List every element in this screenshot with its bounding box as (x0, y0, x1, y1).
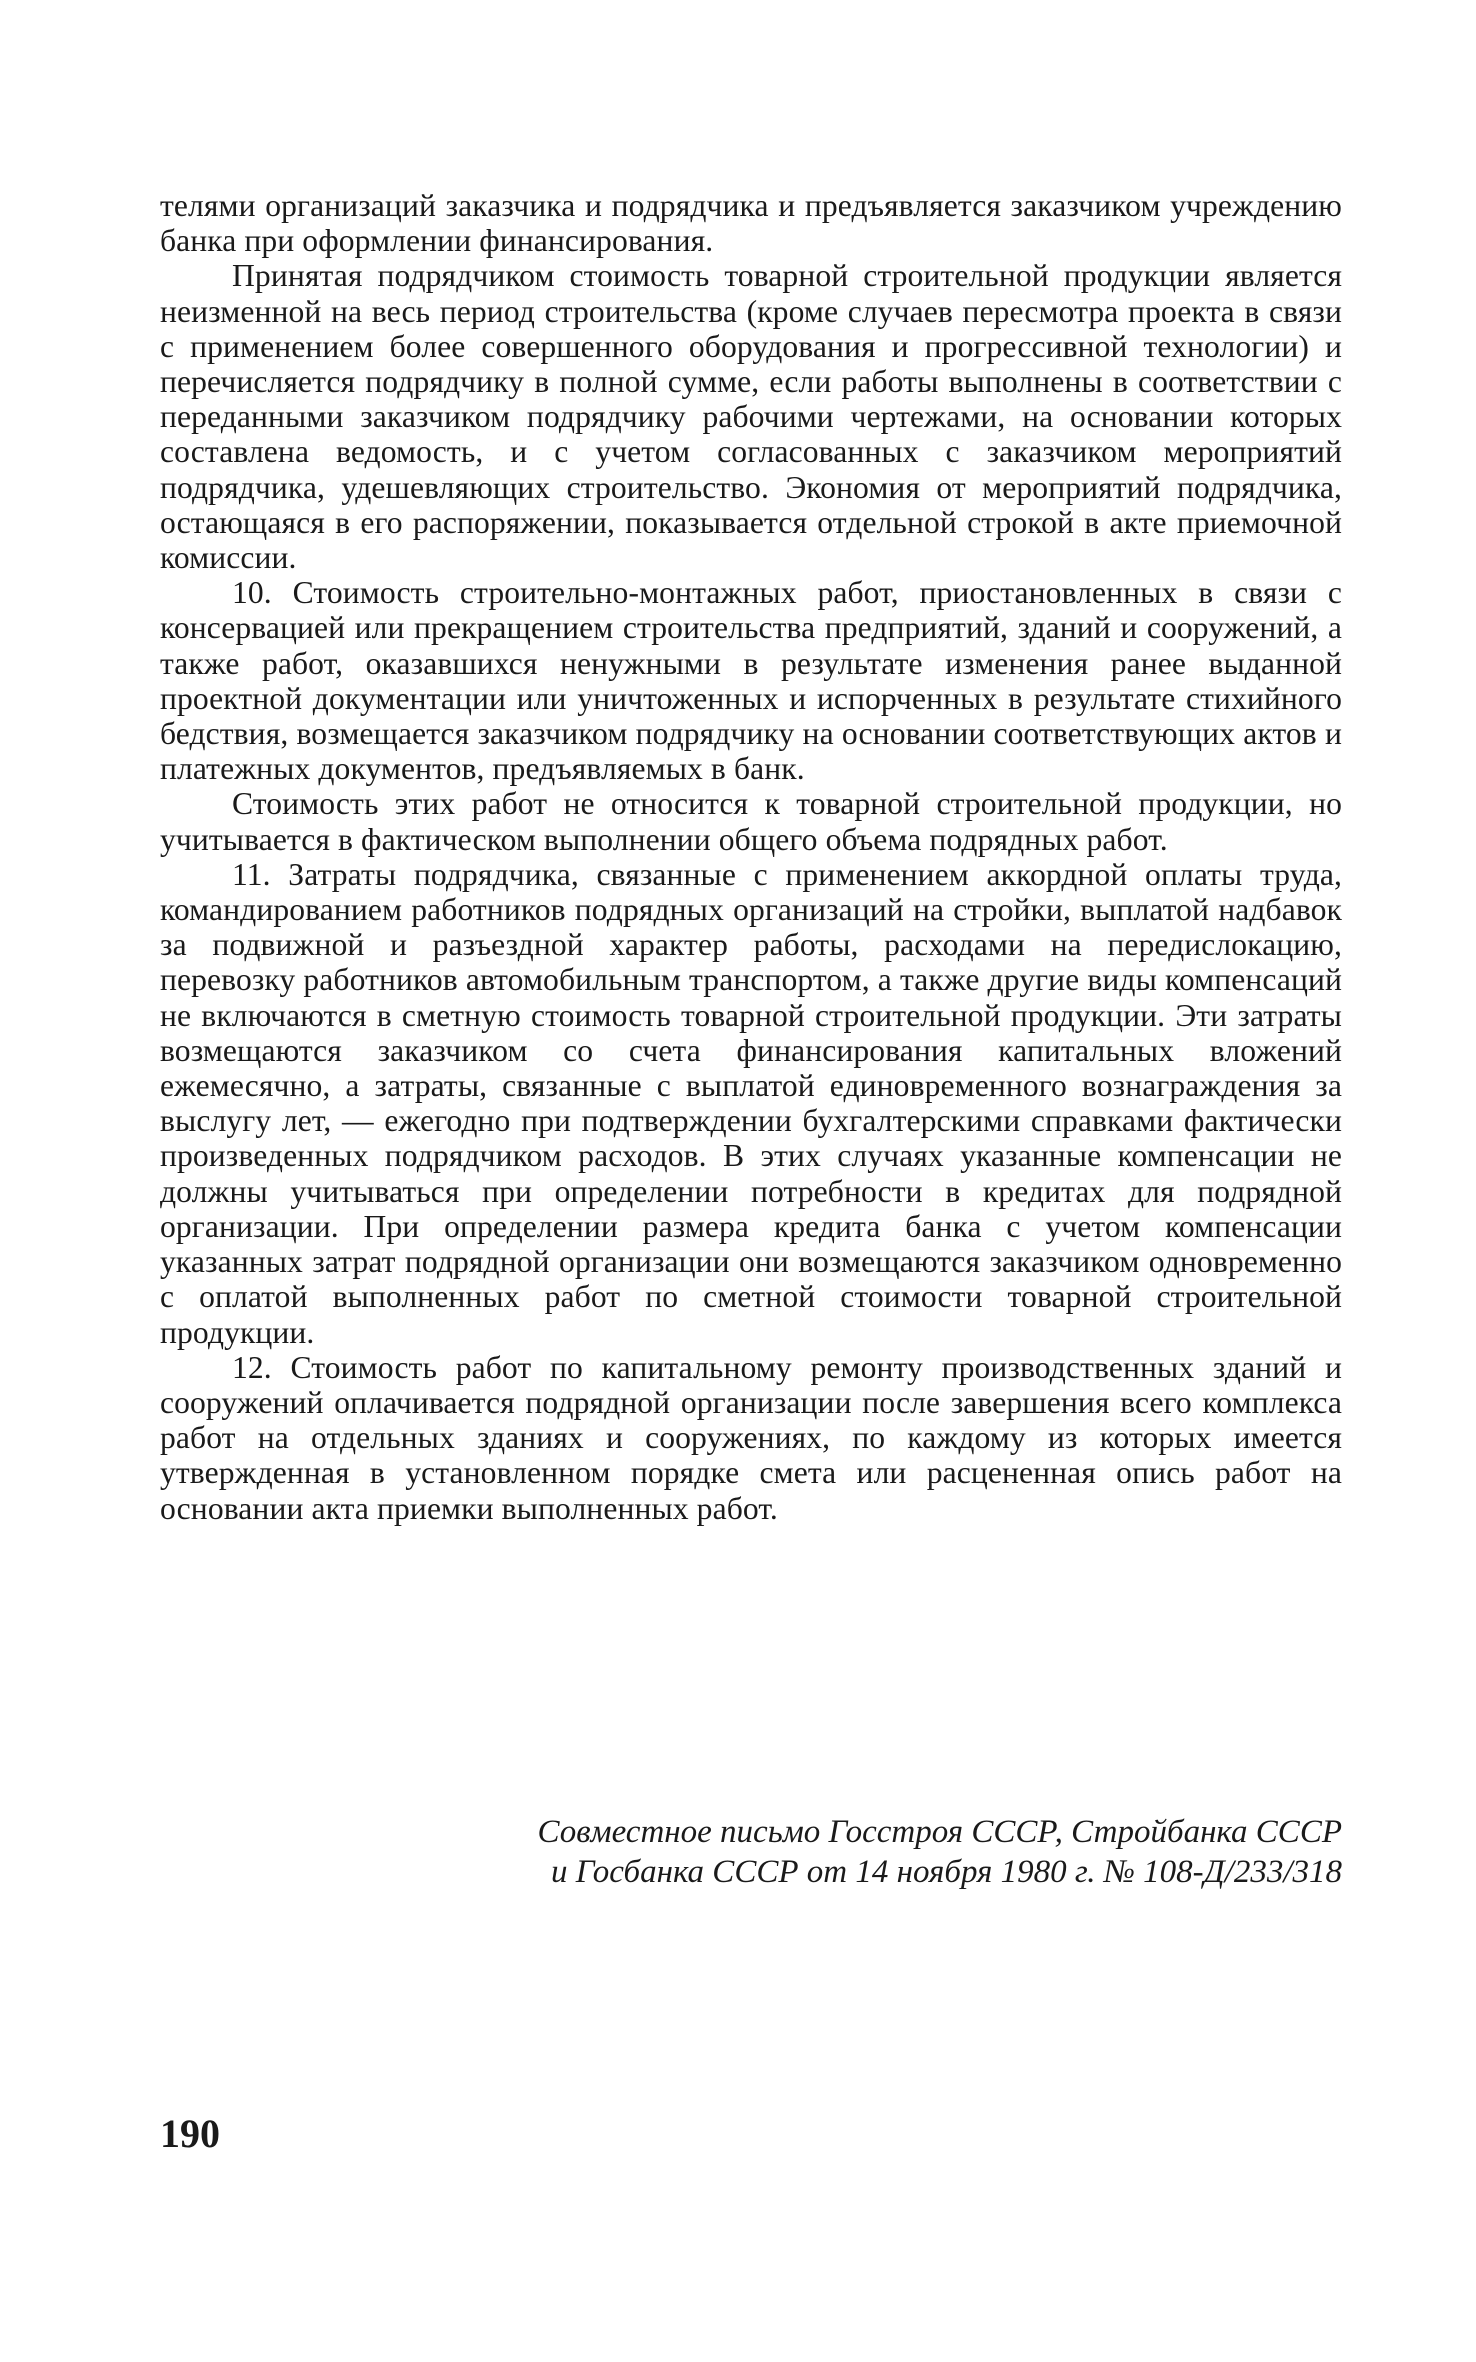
paragraph-item-11: 11. Затраты подрядчика, связанные с применением аккордной оплаты труда, командированием работников подрядных организаций на стройки, выплатой надбавок за подвижной и разъездной характер работы, расходами на передислокацию, перевозку работников автомобильным транспортом, а также другие виды компенсаций не включаются в сметную стоимость товарной строительной продукции. Эти затраты возмещаются заказчиком со счета финансирования капитальных вложений ежемесячно, а затраты, связанные с выплатой единовременного вознаграждения за выслугу лет, — ежегодно при подтверждении бухгалтерскими справками фактически произведенных подрядчиком расходов. В этих случаях указанные компенсации не должны учитываться при определении потребности в кредитах для подрядной организации. При определении размера кредита банка с учетом компенсации указанных затрат подрядной организации они возмещаются заказчиком одновременно с оплатой выполненных работ по сметной стоимости товарной строительной продукции. (160, 856, 1342, 1350)
source-reference (340, 1812, 1342, 1892)
page-number: 190 (160, 2111, 220, 2156)
source-reference-line-2: и Госбанка СССР от 14 ноября 1980 г. № 108-Д/233/318 (550, 1854, 1342, 1890)
paragraph-fixed-cost: Принятая подрядчиком стоимость товарной строительной продукции является неизменной на весь период строительства (кроме случаев пересмотра проекта в связи с применением более совершенного оборудования и прогрессивной технологии) и перечисляется подрядчику в полной сумме, если работы выполнены в соответствии с переданными заказчиком подрядчику рабочими чертежами, на основании которых составлена ведомость, и с учетом согласованных с заказчиком мероприятий подрядчика, удешевляющих строительство. Экономия от мероприятий подрядчика, остающаяся в его распоряжении, показывается отдельной строкой в акте приемочной комиссии. (160, 258, 1342, 576)
paragraph-item-10: 10. Стоимость строительно-монтажных работ, приостановленных в связи с консервацией или прекращением строительства предприятий, зданий и сооружений, а также работ, оказавшихся ненужными в результате изменения ранее выданной проектной документации или уничтоженных и испорченных в результате стихийного бедствия, возмещается заказчиком подрядчику на основании соответствующих актов и платежных документов, предъявляемых в банк. (160, 575, 1342, 787)
body-text (160, 188, 1342, 1526)
paragraph-item-10-cost: Стоимость этих работ не относится к товарной строительной продукции, но учитывается в фактическом выполнении общего объема подрядных работ. (160, 786, 1342, 857)
source-reference-line-1: Совместное письмо Госстроя СССР, Стройбанка СССР (537, 1814, 1342, 1850)
paragraph-continuation: телями организаций заказчика и подрядчика и предъявляется заказчиком учреждению банка при оформлении финансирования. (160, 188, 1342, 259)
paragraph-item-12: 12. Стоимость работ по капитальному ремонту производственных зданий и сооружений оплачивается подрядной организации после завершения всего комплекса работ на отдельных зданиях и сооружениях, по каждому из которых имеется утвержденная в установленном порядке смета или расцененная опись работ на основании акта приемки выполненных работ. (160, 1349, 1342, 1526)
